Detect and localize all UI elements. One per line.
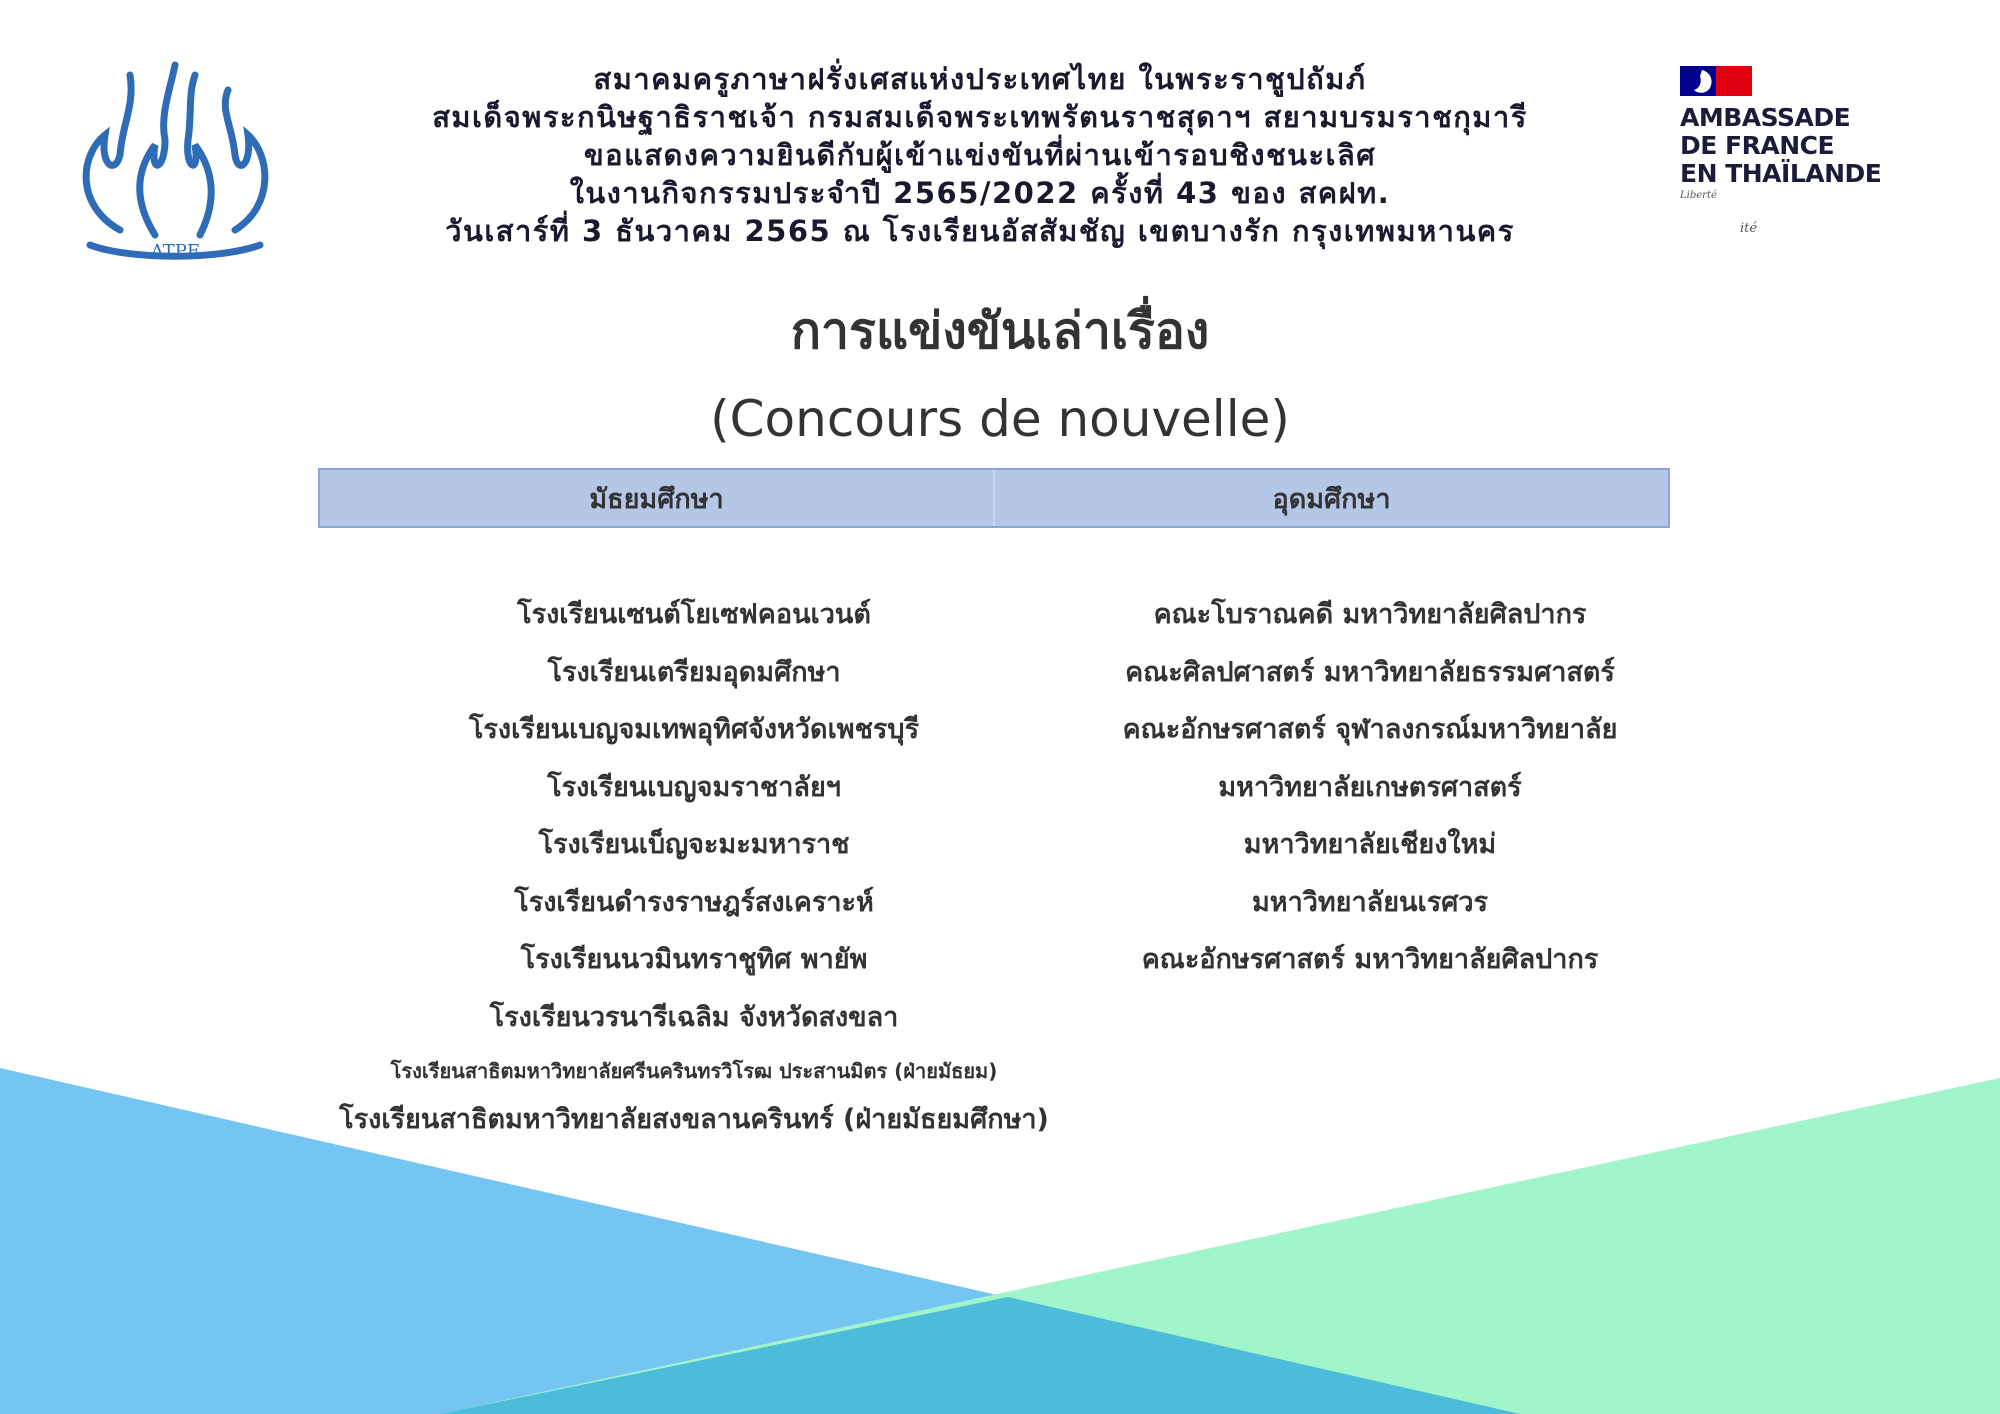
list-item: โรงเรียนสาธิตมหาวิทยาลัยศรีนครินทรวิโรฒ ประสานมิตร (ฝ่ายมัธยม) <box>390 1059 998 1083</box>
list-item: โรงเรียนนวมินทราชูทิศ พายัพ <box>520 944 868 975</box>
embassy-logo <box>1680 66 1940 236</box>
embassy-motto-1: Liberté <box>1680 190 1717 201</box>
header-higher: อุดมศึกษา <box>1272 483 1391 515</box>
embassy-line-2: DE FRANCE <box>1680 131 1835 160</box>
atpf-logo-text: ATPF <box>150 241 200 262</box>
secondary-list <box>318 590 1070 1154</box>
marianne-flag-icon <box>1680 66 1752 96</box>
list-item: คณะอักษรศาสตร์ จุฬาลงกรณ์มหาวิทยาลัย <box>1122 714 1618 745</box>
header-secondary: มัธยมศึกษา <box>320 470 995 526</box>
list-item: คณะอักษรศาสตร์ มหาวิทยาลัยศิลปากร <box>1141 944 1599 975</box>
atpf-logo <box>60 45 290 265</box>
embassy-motto-2: ité <box>1740 221 1758 236</box>
list-item: โรงเรียนเบ็ญจะมะมหาราช <box>538 829 850 860</box>
list-item: มหาวิทยาลัยนเรศวร <box>1251 886 1489 918</box>
table-header <box>318 468 1670 528</box>
list-item: โรงเรียนเบญจมราชาลัยฯ <box>547 771 841 803</box>
header-line-5: วันเสาร์ที่ 3 ธันวาคม 2565 ณ โรงเรียนอัสสัมชัญ เขตบางรัก กรุงเทพมหานคร <box>445 214 1515 248</box>
header-line-1: สมาคมครูภาษาฝรั่งเศสแห่งประเทศไทย ในพระราชูปถัมภ์ <box>593 62 1367 96</box>
list-item: โรงเรียนเบญจมเทพอุทิศจังหวัดเพชรบุรี <box>468 714 920 745</box>
header-line-3: ขอแสดงความยินดีกับผู้เข้าแข่งขันที่ผ่านเข้ารอบชิงชนะเลิศ <box>583 138 1377 172</box>
list-item: โรงเรียนวรนารีเฉลิม จังหวัดสงขลา <box>489 1001 899 1033</box>
list-item: คณะโบราณคดี มหาวิทยาลัยศิลปากร <box>1153 599 1587 630</box>
list-item: คณะศิลปศาสตร์ มหาวิทยาลัยธรรมศาสตร์ <box>1125 656 1615 688</box>
header-announcement <box>300 60 1660 250</box>
embassy-line-3: EN THAÏLANDE <box>1680 159 1882 188</box>
list-item: โรงเรียนเซนต์โยเซฟคอนเวนต์ <box>517 599 871 630</box>
embassy-line-1: AMBASSADE <box>1680 103 1851 132</box>
higher-list <box>1070 590 1670 993</box>
list-item: โรงเรียนเตรียมอุดมศึกษา <box>547 656 841 688</box>
header-line-4: ในงานกิจกรรมประจำปี 2565/2022 ครั้งที่ 43 ของ สคฝท. <box>569 176 1391 210</box>
list-item: มหาวิทยาลัยเกษตรศาสตร์ <box>1218 771 1522 803</box>
title-thai: การแข่งขันเล่าเรื่อง <box>790 302 1210 360</box>
list-item: มหาวิทยาลัยเชียงใหม่ <box>1243 829 1497 860</box>
title-french: (Concours de nouvelle) <box>710 390 1290 448</box>
header-line-2: สมเด็จพระกนิษฐาธิราชเจ้า กรมสมเด็จพระเทพรัตนราชสุดาฯ สยามบรมราชกุมารี <box>432 100 1528 134</box>
list-item: โรงเรียนดำรงราษฎร์สงเคราะห์ <box>514 886 874 918</box>
list-item: โรงเรียนสาธิตมหาวิทยาลัยสงขลานครินทร์ (ฝ่ายมัธยมศึกษา) <box>339 1104 1049 1135</box>
